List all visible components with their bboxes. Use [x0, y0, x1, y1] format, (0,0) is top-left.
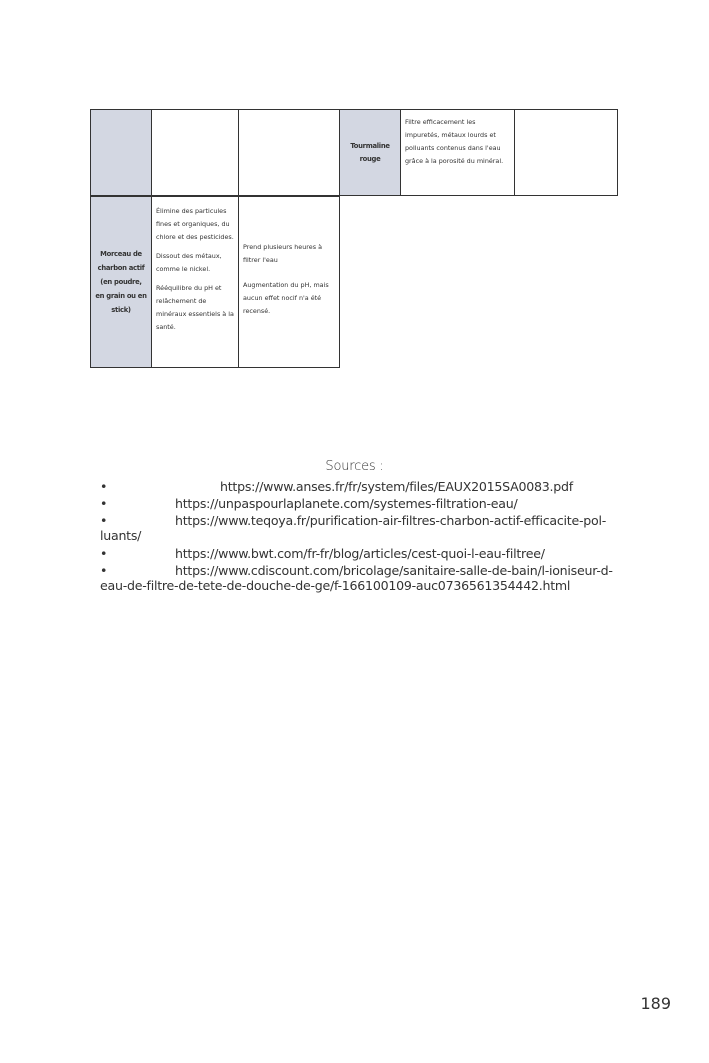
charcoal-label: Morceau de charbon actif (en poudre, en grain ou en stick): [91, 197, 152, 368]
cell-empty: [152, 110, 239, 196]
advantage-text: Rééquilibre du pH et relâchement de minéraux essentiels à la santé.: [156, 284, 234, 331]
source-link-continuation[interactable]: eau-de-filtre-de-tete-de-douche-de-ge/f-166100109-auc0736561354442.html: [100, 578, 571, 593]
cell-empty: [515, 110, 618, 196]
drawback-text: Prend plusieurs heures à filtrer l'eau: [243, 242, 322, 264]
advantage-text: Élimine des particules fines et organiques, du chlore et des pesticides.: [156, 207, 234, 241]
mineral-description: Filtre efficacement les impuretés, métaux lourds et polluants contenus dans l'eau grâce à la porosité du minéral.: [401, 110, 515, 196]
bullet-icon: •: [100, 546, 108, 561]
source-link[interactable]: https://www.anses.fr/fr/system/files/EAUX2015SA0083.pdf: [220, 479, 573, 494]
filter-table-row-tourmaline: [90, 109, 618, 196]
bullet-icon: •: [100, 479, 108, 494]
sources-title: Sources :: [325, 459, 384, 474]
bullet-icon: •: [100, 513, 108, 528]
mineral-label: Tourmaline rouge: [340, 110, 401, 196]
row-header-empty: [91, 110, 152, 196]
drawback-text: Augmentation du pH, mais aucun effet nocif n'a été recensé.: [243, 280, 329, 315]
bullet-icon: •: [100, 563, 108, 578]
source-link-continuation[interactable]: luants/: [100, 528, 142, 543]
bullet-icon: •: [100, 496, 108, 511]
filter-table-row-charcoal: [90, 196, 340, 368]
charcoal-drawbacks: [239, 197, 340, 368]
source-link[interactable]: https://www.bwt.com/fr-fr/blog/articles/cest-quoi-l-eau-filtree/: [175, 546, 545, 561]
source-link[interactable]: https://www.teqoya.fr/purification-air-filtres-charbon-actif-efficacite-pol-: [175, 513, 606, 528]
source-link[interactable]: https://unpaspourlaplanete.com/systemes-filtration-eau/: [175, 496, 518, 511]
charcoal-advantages: [152, 197, 239, 368]
page-number: 189: [640, 994, 671, 1013]
advantage-text: Dissout des métaux, comme le nickel.: [156, 252, 222, 273]
cell-empty: [239, 110, 340, 196]
source-link[interactable]: https://www.cdiscount.com/bricolage/sanitaire-salle-de-bain/l-ioniseur-d-: [175, 563, 613, 578]
